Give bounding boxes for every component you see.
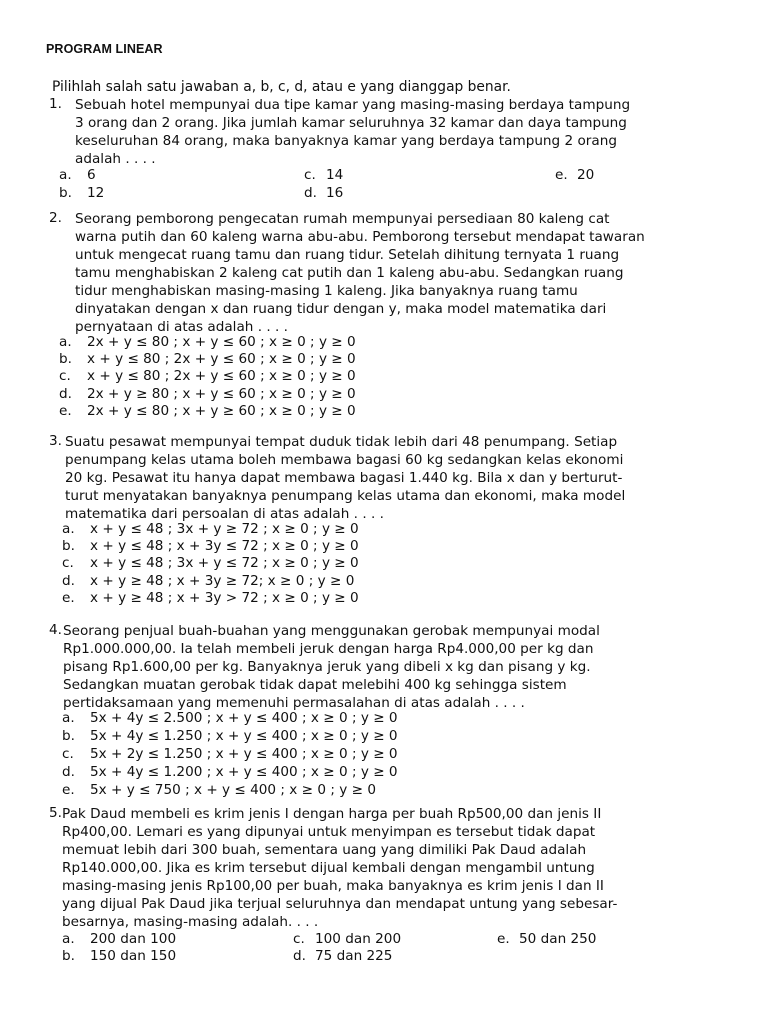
- option-text: x + y ≤ 48 ; 3x + y ≥ 72 ; x ≥ 0 ; y ≥ 0: [90, 521, 359, 537]
- question-number: 5.: [49, 805, 62, 821]
- question-line: tidur menghabiskan masing-masing 1 kaleng. Jika banyaknya ruang tamu: [75, 283, 578, 299]
- option-text: x + y ≥ 48 ; x + 3y ≥ 72; x ≥ 0 ; y ≥ 0: [90, 573, 355, 589]
- option-letter: a.: [62, 710, 75, 726]
- question-number: 1.: [49, 96, 62, 112]
- option-letter: a.: [59, 167, 72, 183]
- question-line: Seorang penjual buah-buahan yang menggunakan gerobak mempunyai modal: [63, 623, 600, 639]
- option-letter: d.: [293, 948, 306, 964]
- option-text: x + y ≤ 80 ; 2x + y ≤ 60 ; x ≥ 0 ; y ≥ 0: [87, 351, 356, 367]
- question-text: [75, 210, 665, 336]
- question-line: Rp400,00. Lemari es yang dipunyai untuk menyimpan es tersebut tidak dapat: [62, 824, 596, 840]
- option-letter: d.: [62, 764, 75, 780]
- option-letter: e.: [59, 403, 72, 419]
- option-text: 14: [326, 167, 344, 183]
- question-text: [65, 433, 655, 523]
- question-number: 2.: [49, 210, 62, 226]
- option-letter: c.: [59, 368, 71, 384]
- option-text: 5x + y ≤ 750 ; x + y ≤ 400 ; x ≥ 0 ; y ≥ 0: [90, 782, 376, 798]
- option-text: 2x + y ≥ 80 ; x + y ≤ 60 ; x ≥ 0 ; y ≥ 0: [87, 386, 356, 402]
- question-line: pertidaksamaan yang memenuhi permasalahan di atas adalah . . . .: [63, 695, 525, 711]
- option-letter: b.: [62, 538, 75, 554]
- question-line: 3 orang dan 2 orang. Jika jumlah kamar seluruhnya 32 kamar dan daya tampung: [75, 115, 627, 131]
- option-text: 50 dan 250: [519, 931, 597, 947]
- option-letter: d.: [304, 185, 317, 201]
- option-letter: c.: [304, 167, 316, 183]
- question-line: adalah . . . .: [75, 151, 156, 167]
- option-text: x + y ≤ 48 ; x + 3y ≤ 72 ; x ≥ 0 ; y ≥ 0: [90, 538, 359, 554]
- option-text: 5x + 4y ≤ 2.500 ; x + y ≤ 400 ; x ≥ 0 ; y ≥ 0: [90, 710, 398, 726]
- question-line: penumpang kelas utama boleh membawa bagasi 60 kg sedangkan kelas ekonomi: [65, 452, 624, 468]
- option-text: 75 dan 225: [315, 948, 393, 964]
- question-line: pisang Rp1.600,00 per kg. Banyaknya jeruk yang dibeli x kg dan pisang y kg.: [63, 659, 591, 675]
- option-letter: c.: [62, 555, 74, 571]
- option-text: 200 dan 100: [90, 931, 177, 947]
- question-line: Rp1.000.000,00. Ia telah membeli jeruk dengan harga Rp4.000,00 per kg dan: [63, 641, 594, 657]
- question-line: besarnya, masing-masing adalah. . . .: [62, 914, 319, 930]
- option-letter: e.: [62, 782, 75, 798]
- option-letter: e.: [62, 590, 75, 606]
- question-line: dinyatakan dengan x dan ruang tidur dengan y, maka model matematika dari: [75, 301, 607, 317]
- question-line: matematika dari persoalan di atas adalah . . . .: [65, 506, 384, 522]
- question-text: [75, 96, 665, 168]
- instruction-text: Pilihlah salah satu jawaban a, b, c, d, atau e yang dianggap benar.: [52, 79, 511, 95]
- option-letter: a.: [62, 931, 75, 947]
- option-text: 16: [326, 185, 344, 201]
- question-line: Suatu pesawat mempunyai tempat duduk tidak lebih dari 48 penumpang. Setiap: [65, 434, 618, 450]
- question-line: keseluruhan 84 orang, maka banyaknya kamar yang berdaya tampung 2 orang: [75, 133, 617, 149]
- question-line: Sebuah hotel mempunyai dua tipe kamar yang masing-masing berdaya tampung: [75, 97, 631, 113]
- question-line: untuk mengecat ruang tamu dan ruang tidur. Setelah dihitung ternyata 1 ruang: [75, 247, 620, 263]
- option-letter: e.: [555, 167, 568, 183]
- question-line: yang dijual Pak Daud jika terjual seluruhnya dan mendapat untung yang sebesar-: [62, 896, 618, 912]
- option-letter: b.: [62, 948, 75, 964]
- question-line: Pak Daud membeli es krim jenis I dengan harga per buah Rp500,00 dan jenis II: [62, 806, 602, 822]
- question-line: 20 kg. Pesawat itu hanya dapat membawa bagasi 1.440 kg. Bila x dan y berturut-: [65, 470, 623, 486]
- question-number: 3.: [49, 433, 62, 449]
- option-letter: e.: [497, 931, 510, 947]
- option-letter: d.: [62, 573, 75, 589]
- question-line: Sedangkan muatan gerobak tidak dapat melebihi 400 kg sehingga sistem: [63, 677, 567, 693]
- option-text: 100 dan 200: [315, 931, 402, 947]
- option-text: x + y ≤ 80 ; 2x + y ≤ 60 ; x ≥ 0 ; y ≥ 0: [87, 368, 356, 384]
- option-letter: b.: [59, 351, 72, 367]
- option-text: x + y ≤ 48 ; 3x + y ≤ 72 ; x ≥ 0 ; y ≥ 0: [90, 555, 359, 571]
- option-text: 12: [87, 185, 105, 201]
- question-line: memuat lebih dari 300 buah, sementara uang yang dimiliki Pak Daud adalah: [62, 842, 587, 858]
- question-number: 4.: [49, 622, 62, 638]
- option-text: 2x + y ≤ 80 ; x + y ≤ 60 ; x ≥ 0 ; y ≥ 0: [87, 334, 356, 350]
- option-text: 2x + y ≤ 80 ; x + y ≥ 60 ; x ≥ 0 ; y ≥ 0: [87, 403, 356, 419]
- option-letter: c.: [293, 931, 305, 947]
- option-text: 150 dan 150: [90, 948, 177, 964]
- question-line: Rp140.000,00. Jika es krim tersebut dijual kembali dengan mengambil untung: [62, 860, 595, 876]
- option-letter: a.: [59, 334, 72, 350]
- option-text: 20: [577, 167, 595, 183]
- page-title: PROGRAM LINEAR: [46, 42, 163, 56]
- option-letter: c.: [62, 746, 74, 762]
- option-text: 6: [87, 167, 96, 183]
- question-line: tamu menghabiskan 2 kaleng cat putih dan 1 kaleng abu-abu. Sedangkan ruang: [75, 265, 624, 281]
- option-letter: d.: [59, 386, 72, 402]
- question-line: turut menyatakan banyaknya penumpang kelas utama dan ekonomi, maka model: [65, 488, 626, 504]
- option-text: 5x + 4y ≤ 1.250 ; x + y ≤ 400 ; x ≥ 0 ; y ≥ 0: [90, 728, 398, 744]
- option-text: 5x + 2y ≤ 1.250 ; x + y ≤ 400 ; x ≥ 0 ; y ≥ 0: [90, 746, 398, 762]
- question-line: Seorang pemborong pengecatan rumah mempunyai persediaan 80 kaleng cat: [75, 211, 610, 227]
- question-line: warna putih dan 60 kaleng warna abu-abu. Pemborong tersebut mendapat tawaran: [75, 229, 645, 245]
- option-letter: a.: [62, 521, 75, 537]
- option-text: 5x + 4y ≤ 1.200 ; x + y ≤ 400 ; x ≥ 0 ; y ≥ 0: [90, 764, 398, 780]
- option-letter: b.: [59, 185, 72, 201]
- question-text: [62, 805, 652, 931]
- question-text: [63, 622, 653, 712]
- option-letter: b.: [62, 728, 75, 744]
- option-text: x + y ≥ 48 ; x + 3y > 72 ; x ≥ 0 ; y ≥ 0: [90, 590, 359, 606]
- question-line: masing-masing jenis Rp100,00 per buah, maka banyaknya es krim jenis I dan II: [62, 878, 604, 894]
- question-line: pernyataan di atas adalah . . . .: [75, 319, 288, 335]
